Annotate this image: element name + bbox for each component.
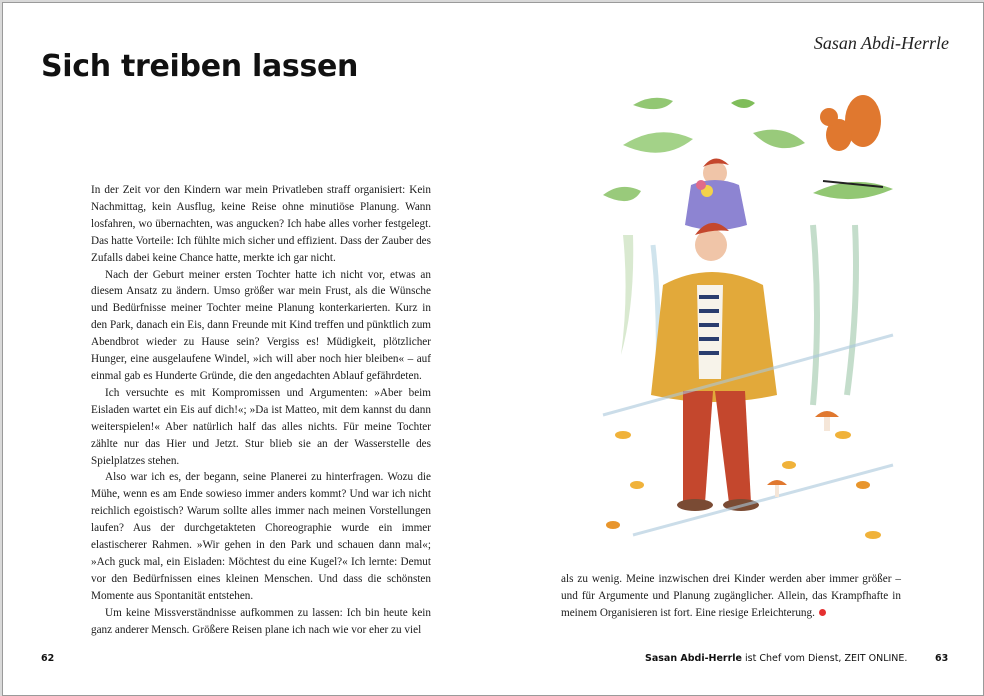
- credit-name: Sasan Abdi-Herrle: [645, 653, 743, 664]
- left-text-column: [91, 182, 431, 638]
- watercolor-illustration: [593, 85, 903, 555]
- page-number-left: 62: [41, 653, 55, 664]
- right-column-text: als zu wenig. Meine inzwischen drei Kinder werden aber immer größer – und für Argumente und Planung zugänglicher. Allein, das Krampfhafte in meinem Organisieren ist fort. Eine riesige Erleichterung.: [561, 573, 901, 619]
- paragraph-3: Ich versuchte es mit Kompromissen und Argumenten: »Aber beim Eisladen wartet ein Eis auf dich!«; »Da ist Matteo, mit dem kannst du dann weiterspielen!« Aber natürlich half das alles nichts. Für meine Tochter zählte nur das Hier und Jetzt. Stur blieb sie an der Wasserstelle des Spielplatzes stehen.: [91, 386, 431, 467]
- magazine-spread: [2, 2, 984, 696]
- paragraph-5: Um keine Missverständnisse aufkommen zu lassen: Ich bin heute kein ganz anderer Mensch. Größere Reisen plane ich nach wie vor eher zu viel: [91, 606, 431, 636]
- page-number-right: 63: [935, 653, 949, 664]
- article-title: Sich treiben lassen: [41, 49, 359, 84]
- end-mark-dot: [819, 609, 826, 616]
- author-credit: [645, 653, 907, 664]
- credit-role: ist Chef vom Dienst, ZEIT ONLINE.: [742, 653, 908, 664]
- paragraph-4: Also war ich es, der begann, seine Planerei zu hinterfragen. Wozu die Mühe, wenn es am Ende sowieso immer anders kommt? Und war ich nicht reichlich egoistisch? Warum sollte alles immer nach meinen Vorstellungen laufen? Aus der durchgetakteten Choreographie wurde ein immer elastischerer Rahmen. »Wir gehen in den Park und schauen dann mal«; »Ach guck mal, ein Eisladen: Möchtest du eine Kugel?« Ich lernte: Demut vor den Bedürfnissen eines kleinen Menschen. Und dass die schönsten Momente aus Spontanität entstehen.: [91, 471, 431, 602]
- author-name-header: Sasan Abdi-Herrle: [813, 33, 949, 53]
- paragraph-1: In der Zeit vor den Kindern war mein Privatleben straff organisiert: Kein Nachmittag, kein Ausflug, keine Reise ohne minutiöse Planung. Wann losfahren, wo übernachten, was angucken? Ich habe alles vorher festgelegt. Das hatte Vorteile: Ich fühlte mich sicher und effizient. Dass der Zauber des Zufalls dabei keine Chance hatte, merkte ich gar nicht.: [91, 184, 431, 264]
- right-text-column: [561, 571, 901, 622]
- paragraph-2: Nach der Geburt meiner ersten Tochter hatte ich nicht vor, etwas an diesem Ansatz zu ändern. Umso größer war mein Frust, als die Wünsche und Bedürfnisse meiner Tochter meine Planung konterkarierten. Kurz in den Park, danach ein Eis, dann Freunde mit Kind treffen und pünktlich zum Abendbrot wieder zu Hause sein? Vergiss es! Müdigkeit, plötzlicher Hunger, eine ausgelaufene Windel, »ich will aber noch hier bleiben« – auf einmal gab es Hunderte Gründe, die den angedachten Ablauf gefährdeten.: [91, 268, 431, 382]
